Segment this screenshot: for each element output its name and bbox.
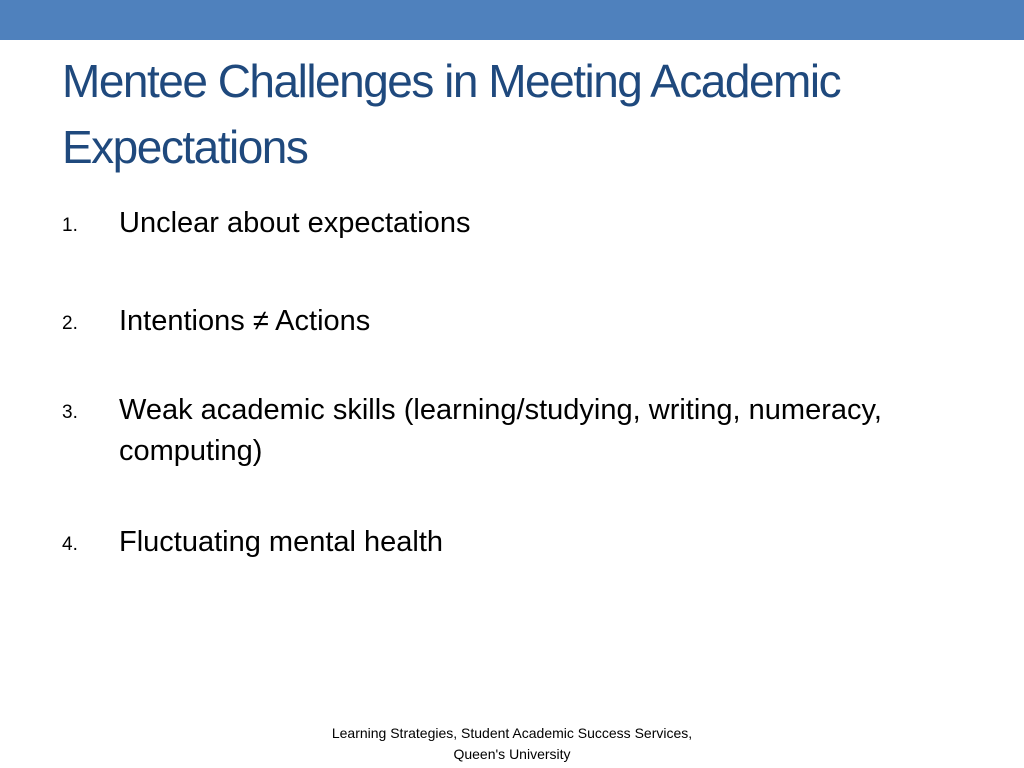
list-item-number: 2. xyxy=(62,313,78,334)
list-item-number: 3. xyxy=(62,402,78,423)
footer-line-2: Queen's University xyxy=(453,746,571,762)
list-item-text: Fluctuating mental health xyxy=(119,526,444,558)
list-item-text: Intentions ≠ Actions xyxy=(119,305,371,337)
top-accent-bar xyxy=(0,0,1024,40)
slide-footer xyxy=(262,723,762,765)
list-item-text: Weak academic skills (learning/studying, writing, numeracy, computing) xyxy=(119,394,882,467)
slide-title: Mentee Challenges in Meeting Academic Expectations xyxy=(62,55,841,173)
list-item-text: Unclear about expectations xyxy=(119,207,471,239)
footer-line-1: Learning Strategies, Student Academic Success Services, xyxy=(331,725,693,741)
list-item-number: 4. xyxy=(62,534,78,555)
list-item-number: 1. xyxy=(62,215,78,236)
